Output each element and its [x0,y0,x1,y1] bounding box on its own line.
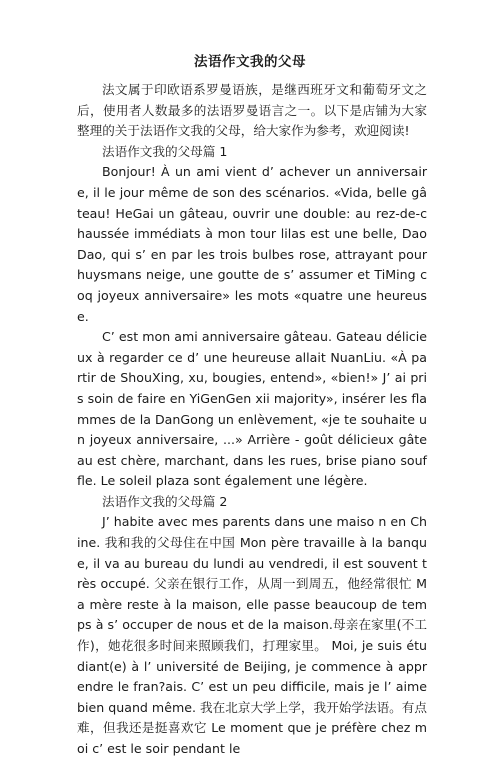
document-title: 法语作文我的父母 [194,54,306,70]
section-heading-2: 法语作文我的父母篇 2 [102,493,228,509]
intro-paragraph: 法文属于印欧语系罗曼语族，是继西班牙文和葡萄牙文之后，使用者人数最多的法语罗曼语言之一。以下是店铺为大家整理的关于法语作文我的父母，给大家作为参考，欢迎阅读! [77,82,427,139]
document-body [77,80,427,760]
section-heading-1: 法语作文我的父母篇 1 [102,143,228,159]
body-paragraph: C’ est mon ami anniversaire gâteau. Gateau délicieux à regarder ce d’ une heureuse allait NuanLiu. «À partir de ShouXing, xu, bougies, entend», «bien!» J’ ai pris soin de faire en YiGenGen xii majority», insérer les flammes de la DanGong un enlèvement, «je te souhaite un joyeux anniversaire, ...» Arrière - goût délicieux gâteau est chère, marchant, dans les rues, brise piano souffle. Le soleil plaza sont également une légère. [77,329,427,489]
body-paragraph: Bonjour! À un ami vient d’ achever un anniversaire, il le jour même de son des scénarios. «Vida, belle gâteau! HeGai un gâteau, ouvrir une double: au rez-de-chaussée immédiats à mon tour lilas est une belle, DaoDao, qui s’ en par les trois bulbes rose, attrayant pour huysmans neige, une goutte de s’ assumer et TiMing coq joyeux anniversaire» les mots «quatre une heureuse. [77,164,427,324]
body-paragraph: J’ habite avec mes parents dans une maiso n en Chine. 我和我的父母住在中国 Mon père travaille à la banque, il va au bureau du lundi au vendredi, il est souvent très occupé. 父亲在银行工作，从周一到周五，他经常很忙 Ma mère reste à la maison, elle passe beaucoup de temps à s’ occuper de nous et de la maison.母亲在家里(不工作)，她花很多时间来照顾我们，打理家里。 Moi, je suis étudiant(e) à l’ université de Beijing, je commence à apprendre le fran?ais. C’ est un peu difficile, mais je l’ aime bien quand même. 我在北京大学上学，我开始学法语。有点难，但我还是挺喜欢它 Le moment que je préfère chez moi c’ est le soir pendant le [77,514,427,756]
